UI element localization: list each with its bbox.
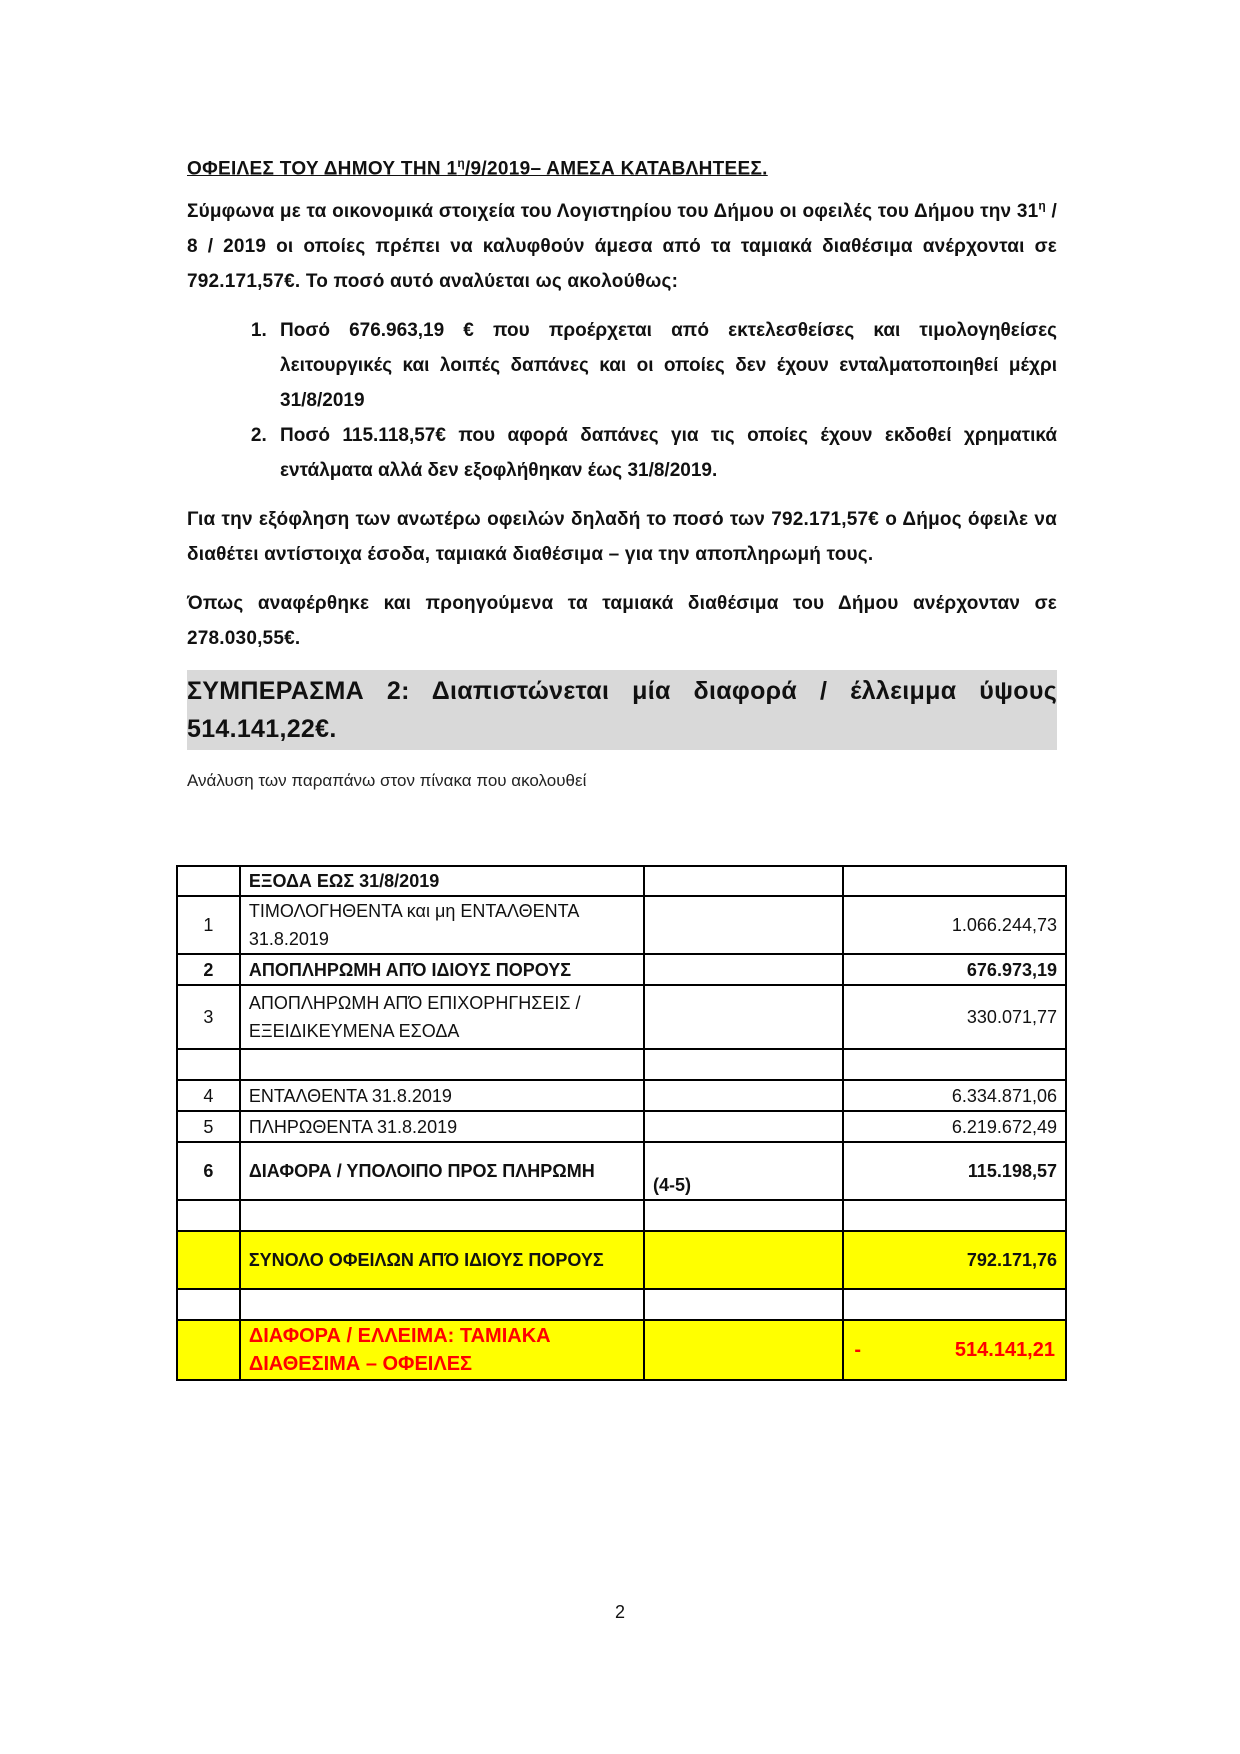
document-body [187, 148, 1057, 804]
cash-paragraph: Όπως αναφέρθηκε και προηγούμενα τα ταμιακά διαθέσιμα του Δήμου ανέρχονταν σε 278.030,55€. [187, 593, 1057, 650]
row-label: ΑΠΟΠΛΗΡΩΜΗ ΑΠΌ ΙΔΙΟΥΣ ΠΟΡΟΥΣ [240, 954, 644, 985]
row-label: ΑΠΟΠΛΗΡΩΜΗ ΑΠΌ ΕΠΙΧΟΡΗΓΗΣΕΙΣ / ΕΞΕΙΔΙΚΕΥΜΕΝΑ ΕΣΟΔΑ [240, 985, 644, 1049]
intro-superscript: η [1038, 199, 1046, 213]
row-label: ΤΙΜΟΛΟΓΗΘΕΝΤΑ και μη ΕΝΤΑΛΘΕΝΤΑ 31.8.2019 [240, 896, 644, 954]
table-empty-row [177, 1200, 1066, 1231]
row-amount: 676.973,19 [843, 954, 1066, 985]
deficit-amount: 514.141,21 [954, 1339, 1055, 1361]
debt-breakdown-list [187, 313, 1057, 488]
intro-text-2: / 8 / 2019 οι οποίες πρέπει να καλυφθούν άμεσα από τα ταμιακά διαθέσιμα ανέρχονται σε 792.171,57€. Το ποσό αυτό αναλύεται ως ακολούθως: [187, 201, 1057, 293]
row-note [644, 954, 843, 985]
row-amount: 330.071,77 [843, 985, 1066, 1049]
row-amount: 115.198,57 [843, 1142, 1066, 1200]
heading-text-2: /9/2019– ΑΜΕΣΑ ΚΑΤΑΒΛΗΤΕΕΣ. [464, 158, 768, 180]
page-number: 2 [614, 1602, 625, 1622]
row-number: 1 [177, 896, 240, 954]
list-item: 1. Ποσό 676.963,19 € που προέρχεται από εκτελεσθείσες και τιμολογηθείσες λειτουργικές και λοιπές δαπάνες και οι οποίες δεν έχουν ενταλματοποιηθεί μέχρι 31/8/2019 [272, 313, 1057, 418]
row-note: (4-5) [644, 1142, 843, 1200]
row-amount: 6.334.871,06 [843, 1080, 1066, 1111]
settlement-paragraph: Για την εξόφληση των ανωτέρω οφειλών δηλαδή το ποσό των 792.171,57€ ο Δήμος όφειλε να διαθέτει αντίστοιχα έσοδα, ταμιακά διαθέσιμα – για την αποπληρωμή τους. [187, 509, 1057, 566]
table-header-row [177, 866, 1066, 896]
row-number: 4 [177, 1080, 240, 1111]
table-row [177, 985, 1066, 1049]
table-header: ΕΞΟΔΑ ΕΩΣ 31/8/2019 [240, 866, 644, 896]
heading-text-1: ΟΦΕΙΛΕΣ ΤΟΥ ΔΗΜΟΥ ΤΗΝ 1 [187, 158, 458, 180]
table-empty-row [177, 1049, 1066, 1080]
table-caption: Ανάλυση των παραπάνω στον πίνακα που ακολουθεί [187, 771, 587, 791]
intro-paragraph [187, 194, 1057, 299]
row-number: 6 [177, 1142, 240, 1200]
deficit-cell [843, 1320, 1066, 1380]
deficit-label: ΔΙΑΦΟΡΑ / ΕΛΛΕΙΜΑ: ΤΑΜΙΑΚΑ ΔΙΑΘΕΣΙΜΑ – ΟΦΕΙΛΕΣ [240, 1320, 644, 1380]
table-empty-row [177, 1289, 1066, 1320]
table-deficit-row [177, 1320, 1066, 1380]
table-row [177, 1111, 1066, 1142]
intro-text-1: Σύμφωνα με τα οικονομικά στοιχεία του Λογιστηρίου του Δήμου οι οφειλές του Δήμου την 31 [187, 201, 1039, 223]
row-note [644, 985, 843, 1049]
row-number: 3 [177, 985, 240, 1049]
row-number: 5 [177, 1111, 240, 1142]
row-label: ΔΙΑΦΟΡΑ / ΥΠΟΛΟΙΠΟ ΠΡΟΣ ΠΛΗΡΩΜΗ [240, 1142, 644, 1200]
table-total-row [177, 1231, 1066, 1289]
row-note [644, 1080, 843, 1111]
conclusion-box: ΣΥΜΠΕΡΑΣΜΑ 2: Διαπιστώνεται μία διαφορά / έλλειμμα ύψους 514.141,22€. [187, 670, 1057, 750]
expenses-table [176, 865, 1067, 1381]
row-note [644, 896, 843, 954]
row-amount: 1.066.244,73 [843, 896, 1066, 954]
row-label: ΠΛΗΡΩΘΕΝΤΑ 31.8.2019 [240, 1111, 644, 1142]
row-amount: 6.219.672,49 [843, 1111, 1066, 1142]
heading-superscript: η [457, 156, 465, 170]
table-row [177, 896, 1066, 954]
section-heading [187, 148, 1057, 184]
total-amount: 792.171,76 [843, 1231, 1066, 1289]
row-label: ΕΝΤΑΛΘΕΝΤΑ 31.8.2019 [240, 1080, 644, 1111]
total-label: ΣΥΝΟΛΟ ΟΦΕΙΛΩΝ ΑΠΌ ΙΔΙΟΥΣ ΠΟΡΟΥΣ [240, 1231, 644, 1289]
table-row [177, 1142, 1066, 1200]
table-row [177, 954, 1066, 985]
list-item: 2. Ποσό 115.118,57€ που αφορά δαπάνες για τις οποίες έχουν εκδοθεί χρηματικά εντάλματα αλλά δεν εξοφλήθηκαν έως 31/8/2019. [272, 418, 1057, 488]
row-note [644, 1111, 843, 1142]
deficit-sign: - [854, 1339, 862, 1361]
table-row [177, 1080, 1066, 1111]
row-number: 2 [177, 954, 240, 985]
